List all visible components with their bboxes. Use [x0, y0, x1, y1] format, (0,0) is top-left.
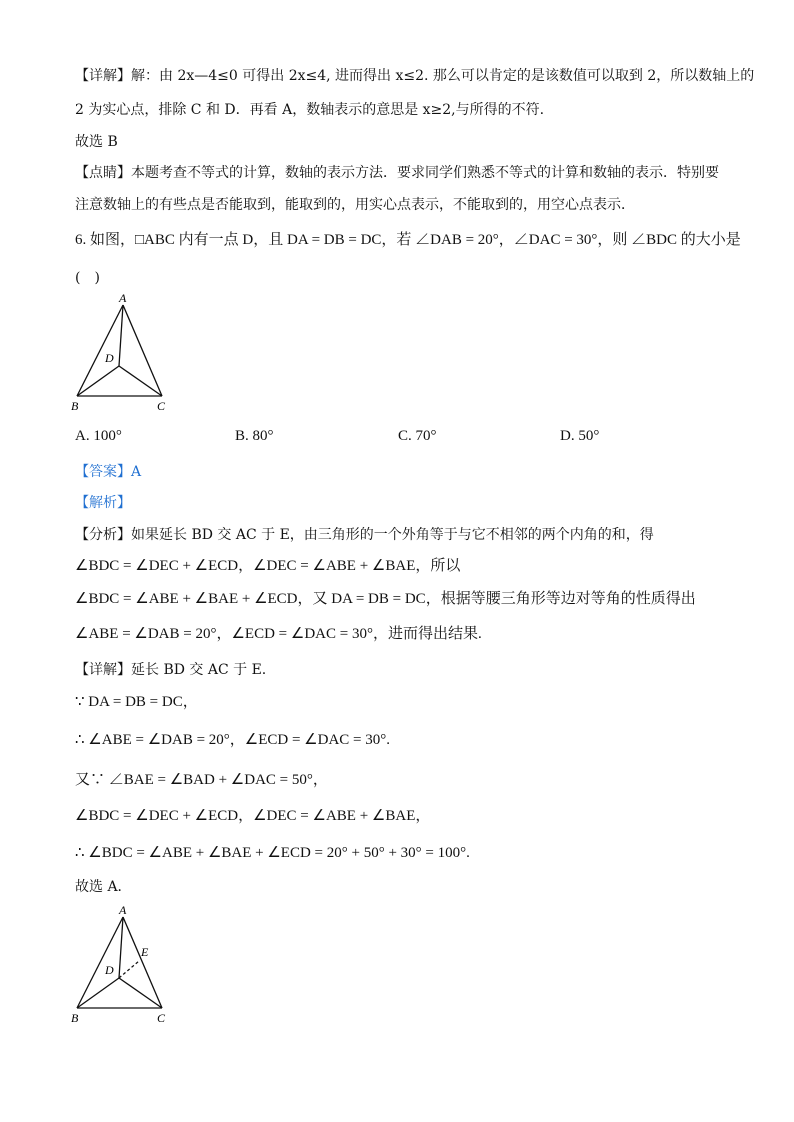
triangle-figure-1	[65, 290, 185, 415]
choose-b-line: 故选 B	[75, 134, 118, 150]
explain-line-1: 【详解】解：由 2x—4≤0 可得出 2x≤4, 进而得出 x≤2. 那么可以肯定的是该数值可以取到 2，所以数轴上的	[75, 68, 755, 84]
option-c: C. 70°	[398, 428, 437, 444]
label-d: D	[105, 351, 114, 365]
label-d: D	[105, 963, 114, 977]
analysis-line-1: 【分析】如果延长 BD 交 AC 于 E，由三角形的一个外角等于与它不相邻的两个内角的和，得	[75, 527, 654, 543]
label-b: B	[71, 399, 79, 413]
label-b: B	[71, 1011, 79, 1025]
detail-line-6: ∴ ∠BDC = ∠ABE + ∠BAE + ∠ECD = 20° + 50° + 30° = 100°.	[75, 845, 470, 861]
choose-a-line: 故选 A．	[75, 879, 132, 895]
answer-label: 【答案】A	[75, 464, 142, 480]
analysis-line-2: ∠BDC = ∠DEC + ∠ECD，∠DEC = ∠ABE + ∠BAE，所以	[75, 558, 461, 574]
comment-line-1: 【点睛】本题考查不等式的计算，数轴的表示方法．要求同学们熟悉不等式的计算和数轴的表示．特别要	[75, 165, 719, 181]
detail-line-4: 又∵ ∠BAE = ∠BAD + ∠DAC = 50°，	[75, 772, 328, 788]
answer-parentheses: ( )	[75, 270, 100, 286]
option-a: A. 100°	[75, 428, 122, 444]
question-6: 6. 如图，□ABC 内有一点 D，且 DA = DB = DC，若 ∠DAB = 20°，∠DAC = 30°，则 ∠BDC 的大小是	[75, 232, 741, 248]
edge-ab	[77, 917, 123, 1008]
option-b: B. 80°	[235, 428, 274, 444]
label-a: A	[119, 903, 127, 917]
analysis-label: 【解析】	[75, 495, 131, 511]
explain-line-2: 2 为实心点，排除 C 和 D．再看 A，数轴表示的意思是 x≥2,与所得的不符.	[75, 102, 545, 118]
dashed-de	[119, 961, 139, 978]
detail-line-5: ∠BDC = ∠DEC + ∠ECD，∠DEC = ∠ABE + ∠BAE，	[75, 808, 431, 824]
detail-line-1: 【详解】延长 BD 交 AC 于 E.	[75, 662, 267, 678]
comment-line-2: 注意数轴上的有些点是否能取到，能取到的，用实心点表示，不能取到的，用空心点表示．	[75, 197, 635, 213]
label-e: E	[141, 945, 149, 959]
edge-ab	[77, 305, 123, 396]
analysis-line-4: ∠ABE = ∠DAB = 20°，∠ECD = ∠DAC = 30°，进而得出结果.	[75, 626, 482, 642]
option-d: D. 50°	[560, 428, 600, 444]
edge-ad	[119, 305, 123, 366]
label-c: C	[157, 399, 166, 413]
analysis-line-3: ∠BDC = ∠ABE + ∠BAE + ∠ECD，又 DA = DB = DC，根据等腰三角形等边对等角的性质得出	[75, 591, 696, 607]
label-a: A	[119, 291, 127, 305]
edge-bd	[77, 366, 119, 396]
edge-ad	[119, 917, 123, 978]
detail-line-3: ∴ ∠ABE = ∠DAB = 20°，∠ECD = ∠DAC = 30°.	[75, 732, 391, 748]
triangle-figure-2	[65, 902, 185, 1027]
detail-line-2: ∵ DA = DB = DC，	[75, 694, 198, 710]
label-c: C	[157, 1011, 166, 1025]
edge-bd	[77, 978, 119, 1008]
